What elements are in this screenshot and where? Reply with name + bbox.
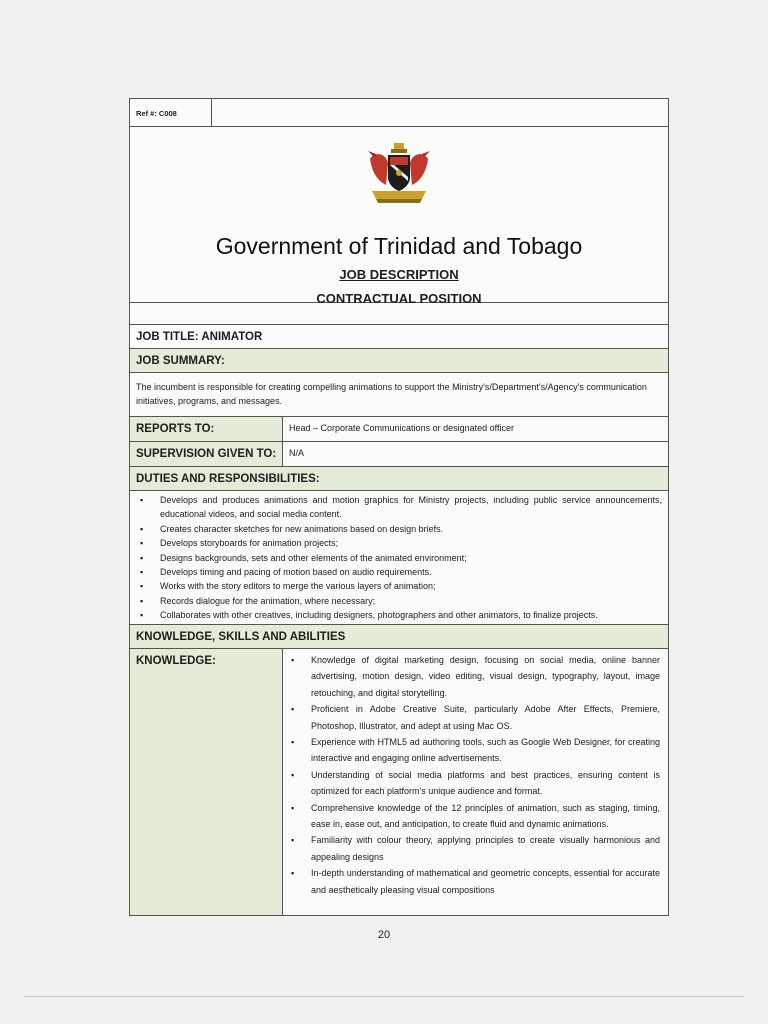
supervision-row <box>130 442 668 467</box>
ref-blank-cell <box>212 99 668 126</box>
coat-of-arms-icon <box>364 141 434 205</box>
position-type-title: CONTRACTUAL POSITION <box>316 291 482 306</box>
knowledge-item: ▪ In-depth understanding of mathematical and geometric concepts, essential for accurate and aesthetically pleasing visual compositions <box>289 865 660 898</box>
reports-to-value: Head – Corporate Communications or designated officer <box>289 423 514 433</box>
duty-item: ▪ Develops and produces animations and motion graphics for Ministry projects, including public service announcements, educational videos, and social media content. <box>138 493 662 522</box>
ref-row <box>130 99 668 127</box>
ref-number: Ref #: C008 <box>130 99 212 126</box>
duty-item: ▪ Collaborates with other creatives, including designers, photographers and other animators, to finalize projects. <box>138 608 662 622</box>
government-title: Government of Trinidad and Tobago <box>215 233 583 259</box>
duty-item: ▪ Designs backgrounds, sets and other elements of the animated environment; <box>138 551 662 565</box>
job-summary-text: The incumbent is responsible for creating compelling animations to support the Ministry's/Department's/Agency's communication initiatives, programs, and messages. <box>130 373 668 417</box>
duty-item: ▪ Develops storyboards for animation projects; <box>138 536 662 550</box>
duty-item: ▪ Develops timing and pacing of motion based on audio requirements. <box>138 565 662 579</box>
duties-list-cell <box>130 491 668 625</box>
knowledge-item: ▪ Knowledge of digital marketing design, focusing on social media, online banner advertising, motion design, video editing, visual design, typography, layout, image retouching, and digital storytelling. <box>289 652 660 701</box>
duty-item: ▪ Records dialogue for the animation, where necessary; <box>138 594 662 608</box>
knowledge-item: ▪ Familiarity with colour theory, applying principles to create visually harmonious and appealing designs <box>289 832 660 865</box>
knowledge-list-cell <box>283 649 668 915</box>
job-title-row: JOB TITLE: ANIMATOR <box>130 325 668 349</box>
duties-heading: DUTIES AND RESPONSIBILITIES: <box>130 467 668 491</box>
duty-item: ▪ Creates character sketches for new animations based on design briefs. <box>138 522 662 536</box>
job-summary-heading: JOB SUMMARY: <box>130 349 668 373</box>
job-description-form <box>129 98 669 916</box>
page-divider <box>24 996 744 997</box>
reports-to-label: REPORTS TO: <box>130 417 283 441</box>
knowledge-row <box>130 649 668 915</box>
spacer-row <box>130 303 668 325</box>
duties-list <box>138 493 662 620</box>
knowledge-item: ▪ Proficient in Adobe Creative Suite, particularly Adobe After Effects, Premiere, Photoshop, Illustrator, and adept at using Mac OS. <box>289 701 660 734</box>
knowledge-list <box>289 652 660 898</box>
knowledge-item: ▪ Experience with HTML5 ad authoring tools, such as Google Web Designer, for creating interactive and engaging online advertisements. <box>289 734 660 767</box>
document-type-title: JOB DESCRIPTION <box>339 267 459 282</box>
reports-to-row <box>130 417 668 442</box>
supervision-value: N/A <box>289 448 305 458</box>
knowledge-item: ▪ Understanding of social media platforms and best practices, ensuring content is optimized for each platform's unique audience and format. <box>289 767 660 800</box>
page-number: 20 <box>377 929 391 941</box>
supervision-label: SUPERVISION GIVEN TO: <box>130 442 283 466</box>
ksa-heading: KNOWLEDGE, SKILLS AND ABILITIES <box>130 625 668 649</box>
knowledge-item: ▪ Comprehensive knowledge of the 12 principles of animation, such as staging, timing, ease in, ease out, and anticipation, to create fluid and dynamic animations. <box>289 800 660 833</box>
document-header <box>130 127 668 306</box>
knowledge-label: KNOWLEDGE: <box>130 649 283 915</box>
duty-item: ▪ Works with the story editors to merge the various layers of animation; <box>138 579 662 593</box>
